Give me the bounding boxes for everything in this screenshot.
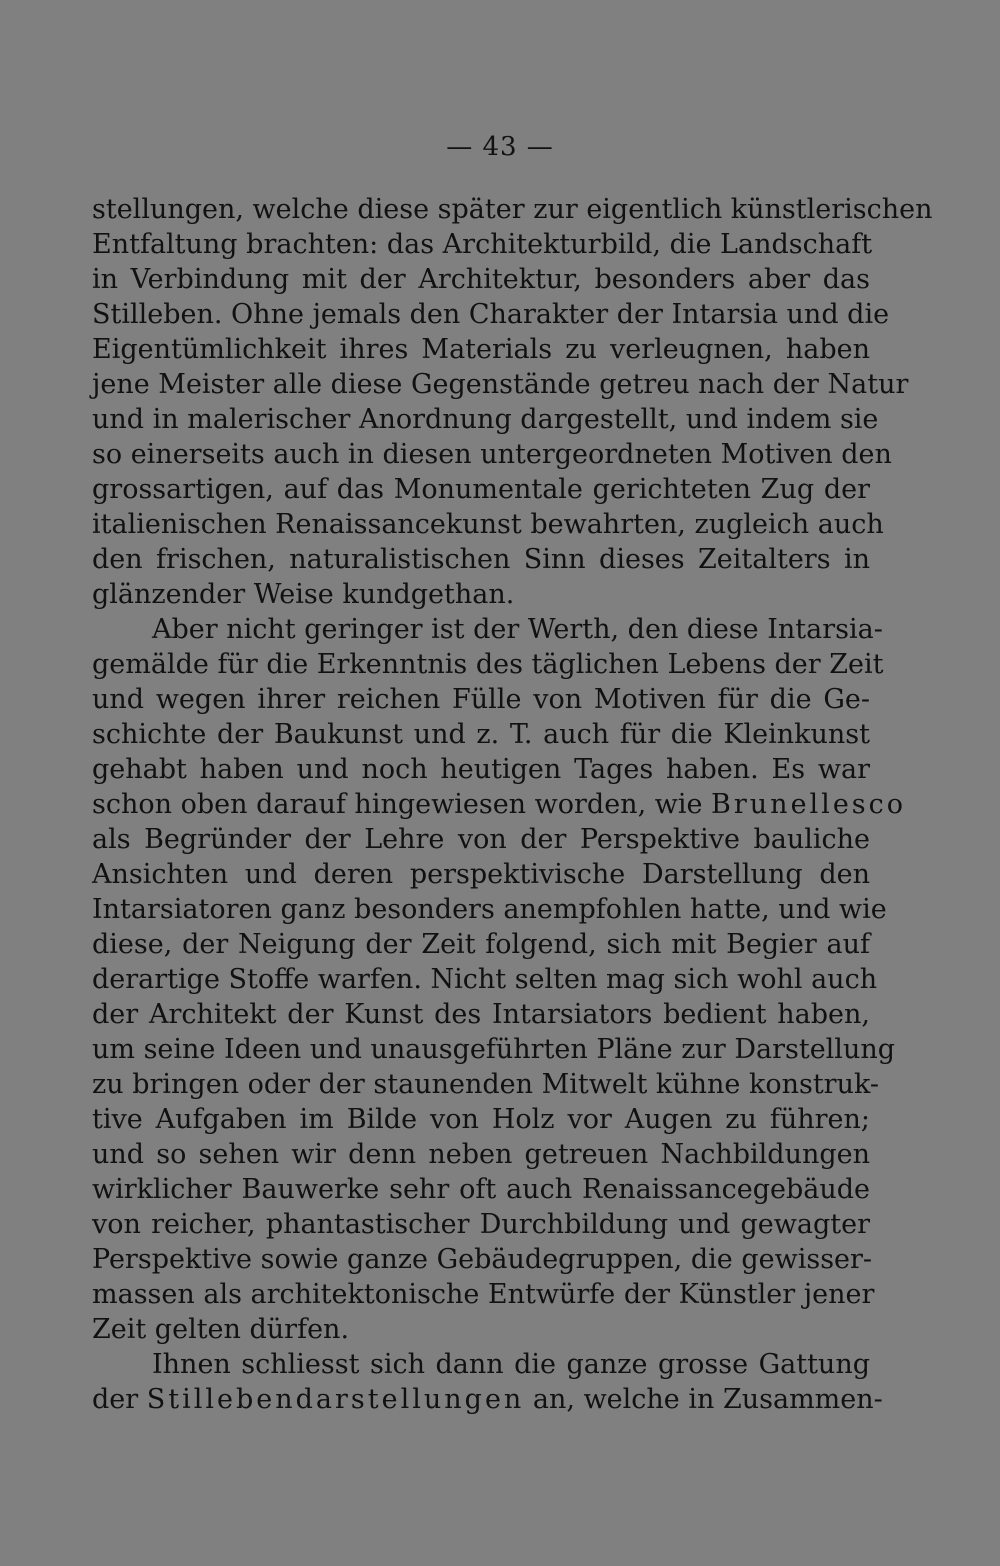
- text-line: Ansichten und deren perspektivische Darstellung den: [92, 859, 870, 890]
- person-name: Brunellesco: [711, 789, 907, 820]
- body-text: [92, 192, 933, 1417]
- text-segment: an, welche in Zusammen-: [532, 1384, 883, 1415]
- text-line: gehabt haben und noch heutigen Tages haben. Es war: [92, 754, 870, 785]
- text-line: der Architekt der Kunst des Intarsiators bedient haben,: [92, 999, 870, 1030]
- text-segment: schon oben darauf hingewiesen worden, wie: [92, 789, 703, 820]
- page-number: — 43 —: [446, 132, 554, 162]
- text-line: diese, der Neigung der Zeit folgend, sich mit Begier auf: [92, 929, 870, 960]
- text-line: den frischen, naturalistischen Sinn dieses Zeitalters in: [92, 544, 870, 575]
- text-line: Ihnen schliesst sich dann die ganze grosse Gattung: [152, 1349, 870, 1380]
- text-line: grossartigen, auf das Monumentale gerichteten Zug der: [92, 474, 870, 505]
- text-line: so einerseits auch in diesen untergeordneten Motiven den: [92, 439, 892, 470]
- text-line: wirklicher Bauwerke sehr oft auch Renaissancegebäude: [92, 1174, 870, 1205]
- text-line: schichte der Baukunst und z. T. auch für die Kleinkunst: [92, 719, 870, 750]
- text-line: Zeit gelten dürfen.: [92, 1314, 350, 1345]
- text-line: Aber nicht geringer ist der Werth, den diese Intarsia-: [152, 614, 883, 645]
- text-line: und in malerischer Anordnung dargestellt, und indem sie: [92, 404, 879, 435]
- text-segment: der: [92, 1384, 139, 1415]
- text-line: italienischen Renaissancekunst bewahrten, zugleich auch: [92, 509, 884, 540]
- text-line: Perspektive sowie ganze Gebäudegruppen, die gewisser-: [92, 1244, 873, 1275]
- text-line: als Begründer der Lehre von der Perspektive bauliche: [92, 824, 870, 855]
- text-line: stellungen, welche diese später zur eigentlich künstlerischen: [92, 194, 933, 225]
- text-line: [92, 787, 907, 822]
- text-line: glänzender Weise kundgethan.: [92, 579, 515, 610]
- text-line: und so sehen wir denn neben getreuen Nachbildungen: [92, 1139, 870, 1170]
- text-line: Eigentümlichkeit ihres Materials zu verleugnen, haben: [92, 334, 870, 365]
- text-line: um seine Ideen und unausgeführten Pläne zur Darstellung: [92, 1034, 895, 1065]
- text-line: Stilleben. Ohne jemals den Charakter der Intarsia und die: [92, 299, 890, 330]
- text-line: und wegen ihrer reichen Fülle von Motiven für die Ge-: [92, 684, 870, 715]
- text-line: in Verbindung mit der Architektur, besonders aber das: [92, 264, 870, 295]
- text-line: Intarsiatoren ganz besonders anempfohlen hatte, und wie: [92, 894, 887, 925]
- text-line: derartige Stoffe warfen. Nicht selten mag sich wohl auch: [92, 964, 878, 995]
- text-line: von reicher, phantastischer Durchbildung und gewagter: [92, 1209, 870, 1240]
- emphasized-term: Stillebendarstellungen: [146, 1384, 525, 1415]
- text-line: tive Aufgaben im Bilde von Holz vor Augen zu führen;: [92, 1104, 870, 1135]
- text-line: jene Meister alle diese Gegenstände getreu nach der Natur: [92, 369, 909, 400]
- text-line: gemälde für die Erkenntnis des täglichen Lebens der Zeit: [92, 649, 884, 680]
- text-line: [92, 1382, 883, 1417]
- text-line: massen als architektonische Entwürfe der Künstler jener: [92, 1279, 875, 1310]
- text-line: Entfaltung brachten: das Architekturbild, die Landschaft: [92, 229, 873, 260]
- text-line: zu bringen oder der staunenden Mitwelt kühne konstruk-: [92, 1069, 879, 1100]
